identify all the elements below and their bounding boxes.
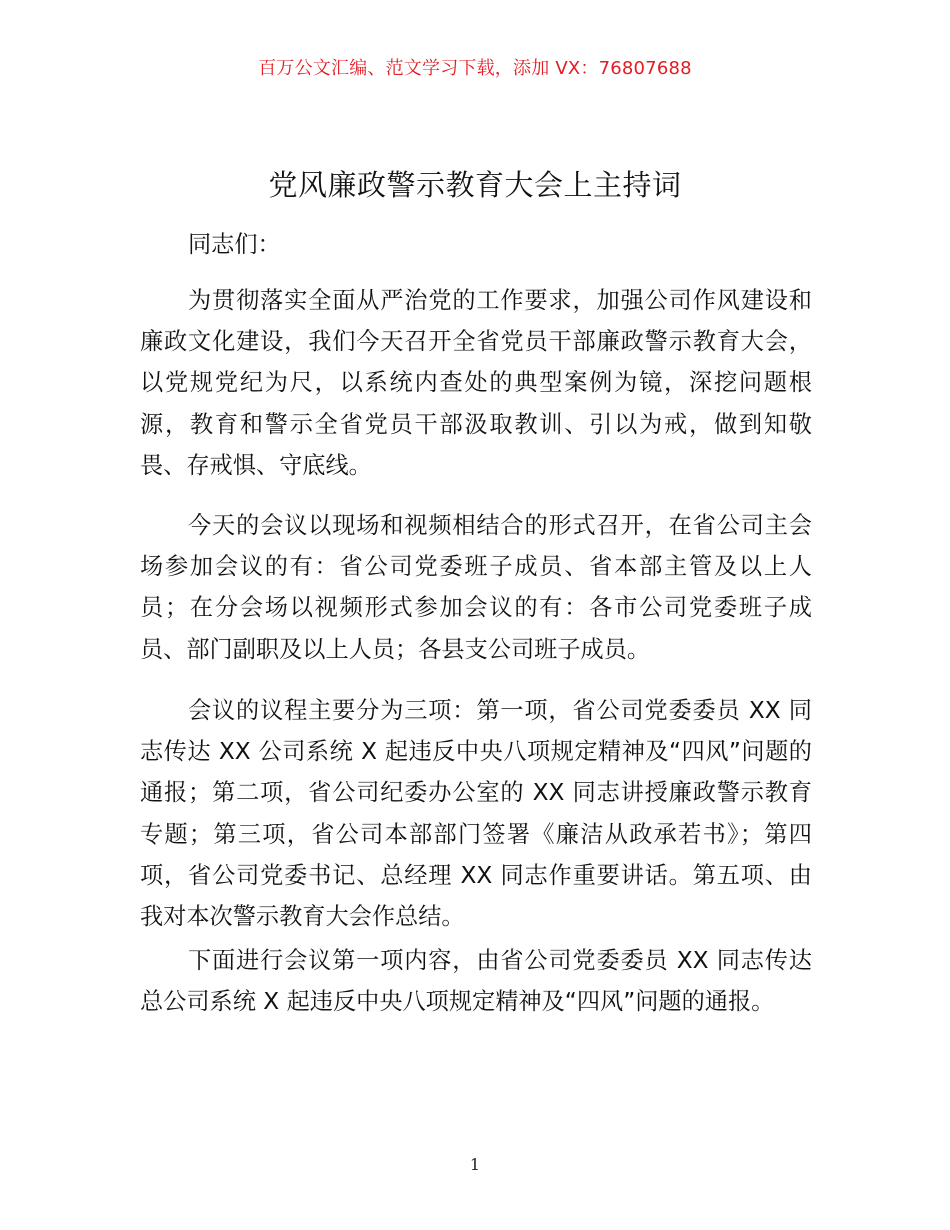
- paragraph-agenda: 会议的议程主要分为三项：第一项，省公司党委委员 XX 同志传达 XX 公司系统 X 起违反中央八项规定精神及“四风”问题的通报；第二项，省公司纪委办公室的 XX 同志讲授廉政警示教育专题；第三项，省公司本部部门签署《廉洁从政承若书》；第四项，省公司党委书记、总经理 XX 同志作重要讲话。第五项、由我对本次警示教育大会作总结。: [140, 697, 812, 931]
- document-title: 党风廉政警示教育大会上主持词: [268, 168, 682, 202]
- greeting: 同志们：: [188, 231, 281, 258]
- paragraph-attendees: 今天的会议以现场和视频相结合的形式召开，在省公司主会场参加会议的有：省公司党委班子成员、省本部主管及以上人员；在分会场以视频形式参加会议的有：各市公司党委班子成员、部门副职及以上人员；各县支公司班子成员。: [140, 512, 812, 663]
- page-number: 1: [469, 1155, 481, 1174]
- paragraph-purpose: 为贯彻落实全面从严治党的工作要求，加强公司作风建设和廉政文化建设，我们今天召开全省党员干部廉政警示教育大会，以党规党纪为尺，以系统内查处的典型案例为镜，深挖问题根源，教育和警示全省党员干部汲取教训、引以为戒，做到知敬畏、存戒惧、守底线。: [140, 287, 812, 479]
- paragraph-first-item: 下面进行会议第一项内容，由省公司党委委员 XX 同志传达总公司系统 X 起违反中央八项规定精神及“四风”问题的通报。: [140, 947, 812, 1016]
- watermark-banner: 百万公文汇编、范文学习下载，添加 VX：76807688: [258, 58, 692, 79]
